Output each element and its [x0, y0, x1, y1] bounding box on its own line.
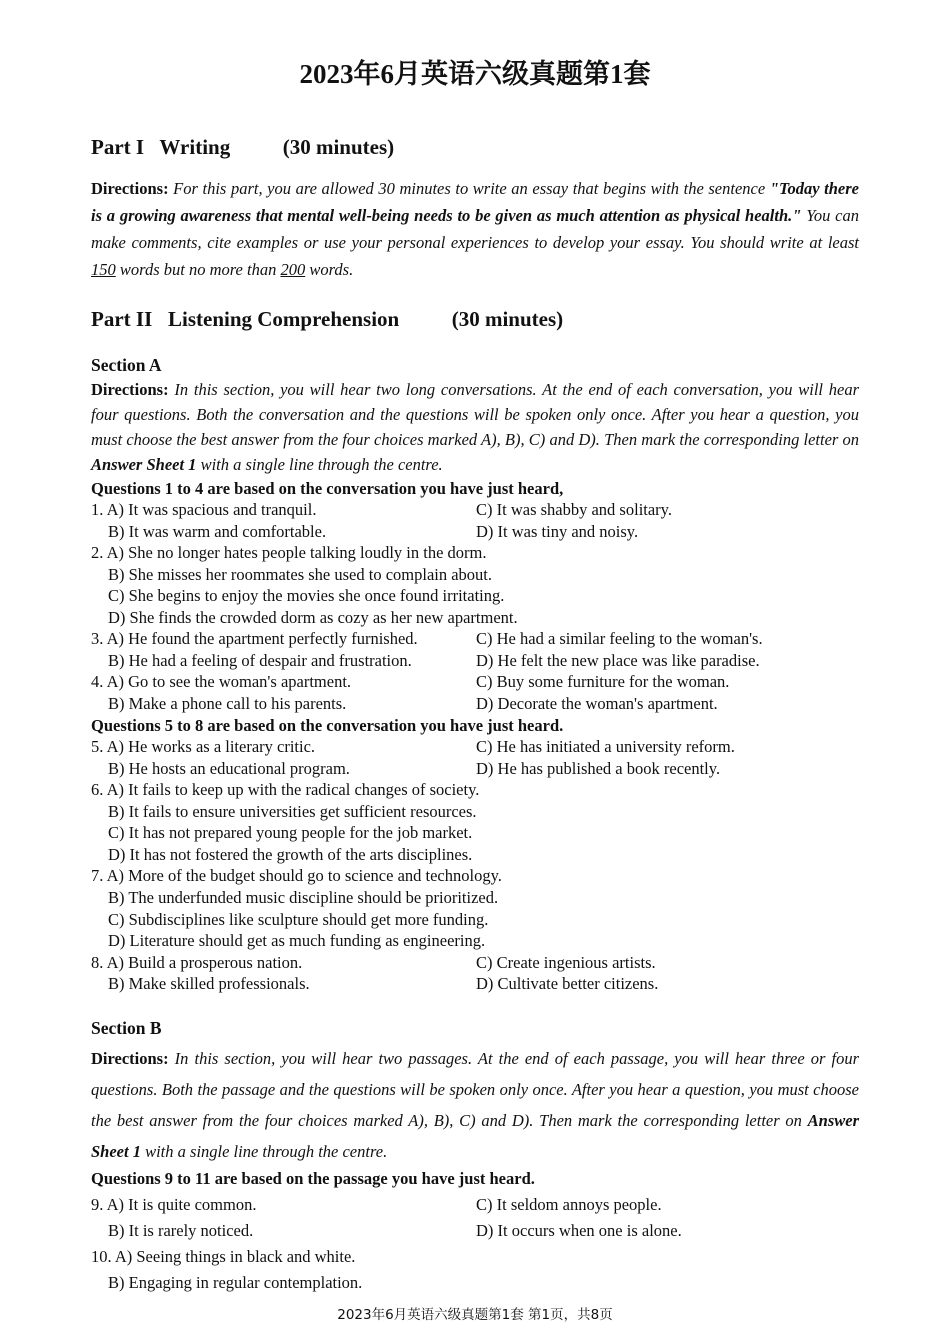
sectionA-heading: Section A	[91, 355, 162, 375]
sectionA-group2-heading: Questions 5 to 8 are based on the conversation you have just heard.	[91, 716, 564, 735]
sectionA-dir-text2: with a single line through the centre.	[196, 455, 443, 474]
q1-option-b: B) It was warm and comfortable.	[108, 522, 327, 541]
q8-option-d: D) Cultivate better citizens.	[476, 974, 659, 993]
sectionA-answer-sheet: Answer Sheet 1	[91, 455, 197, 474]
q1-option-d: D) It was tiny and noisy.	[476, 522, 639, 541]
q1-option-a: 1. A) It was spacious and tranquil.	[91, 500, 317, 519]
sectionB-directions	[91, 1043, 859, 1167]
q6-option-a: 6. A) It fails to keep up with the radical changes of society.	[91, 780, 480, 799]
part1-dir-text3: words but no more than	[115, 260, 281, 279]
part1-heading: Part I Writing (30 minutes)	[91, 135, 395, 159]
q4-option-d: D) Decorate the woman's apartment.	[476, 694, 718, 713]
q9-option-d: D) It occurs when one is alone.	[476, 1221, 682, 1240]
q10-option-b: B) Engaging in regular contemplation.	[108, 1273, 363, 1292]
q5-option-b: B) He hosts an educational program.	[108, 759, 350, 778]
q7-option-c: C) Subdisciplines like sculpture should get more funding.	[108, 910, 489, 929]
q4-option-b: B) Make a phone call to his parents.	[108, 694, 347, 713]
sectionA-group1-heading: Questions 1 to 4 are based on the conversation you have just heard,	[91, 479, 564, 498]
page-footer: 2023年6月英语六级真题第1套 第1页，共8页	[337, 1307, 613, 1323]
q7-option-a: 7. A) More of the budget should go to science and technology.	[91, 866, 502, 885]
sectionB-group1-heading: Questions 9 to 11 are based on the passage you have just heard.	[91, 1169, 535, 1188]
page-title: 2023年6月英语六级真题第1套	[299, 59, 651, 89]
q3-option-a: 3. A) He found the apartment perfectly furnished.	[91, 629, 418, 648]
q6-option-d: D) It has not fostered the growth of the arts disciplines.	[108, 845, 473, 864]
q2-option-a: 2. A) She no longer hates people talking loudly in the dorm.	[91, 543, 487, 562]
sectionB-heading: Section B	[91, 1018, 162, 1038]
q3-option-b: B) He had a feeling of despair and frustration.	[108, 651, 412, 670]
q2-option-c: C) She begins to enjoy the movies she once found irritating.	[108, 586, 505, 605]
part1-dir-quote: "Today there is a growing awareness that mental well-being needs to be given as much attention as physical health."	[91, 179, 859, 225]
part1-dir-text1: For this part, you are allowed 30 minutes to write an essay that begins with the sentence	[168, 179, 770, 198]
sectionA-dir-text1: In this section, you will hear two long conversations. At the end of each conversation, you will hear four questions. Both the conversation and the questions will be spoken only once. After you hear a question, you must choose the best answer from the four choices marked A), B), C) and D). Then mark the corresponding letter on	[91, 380, 859, 449]
q3-option-d: D) He felt the new place was like paradise.	[476, 651, 760, 670]
q6-option-c: C) It has not prepared young people for the job market.	[108, 823, 473, 842]
part2-heading: Part II Listening Comprehension (30 minutes)	[91, 307, 564, 331]
q9-option-a: 9. A) It is quite common.	[91, 1195, 257, 1214]
q2-option-b: B) She misses her roommates she used to complain about.	[108, 565, 493, 584]
q8-option-b: B) Make skilled professionals.	[108, 974, 310, 993]
q8-option-c: C) Create ingenious artists.	[476, 953, 656, 972]
q2-option-d: D) She finds the crowded dorm as cozy as her new apartment.	[108, 608, 518, 627]
sectionA-dir-label: Directions:	[91, 380, 169, 399]
sectionB-dir-text2: with a single line through the centre.	[140, 1142, 388, 1161]
sectionB-answer-sheet: Answer Sheet 1	[91, 1111, 859, 1161]
part1-dir-label: Directions:	[91, 179, 169, 198]
sectionA-directions	[91, 377, 859, 477]
sectionB-dir-text1: In this section, you will hear two passages. At the end of each passage, you will hear three or four questions. Both the passage and the questions will be spoken only once. After you hear a question, you must choose the best answer from the four choices marked A), B), C) and D). Then mark the corresponding letter on	[91, 1049, 859, 1130]
q1-option-c: C) It was shabby and solitary.	[476, 500, 672, 519]
q10-option-a: 10. A) Seeing things in black and white.	[91, 1247, 356, 1266]
q4-option-a: 4. A) Go to see the woman's apartment.	[91, 672, 352, 691]
part1-dir-text4: words.	[305, 260, 354, 279]
q9-option-b: B) It is rarely noticed.	[108, 1221, 254, 1240]
q7-option-b: B) The underfunded music discipline should be prioritized.	[108, 888, 499, 907]
q5-option-c: C) He has initiated a university reform.	[476, 737, 735, 756]
part1-max-words: 200	[280, 260, 306, 279]
q6-option-b: B) It fails to ensure universities get sufficient resources.	[108, 802, 477, 821]
q8-option-a: 8. A) Build a prosperous nation.	[91, 953, 303, 972]
q5-option-d: D) He has published a book recently.	[476, 759, 721, 778]
part1-dir-text2: You can make comments, cite examples or use your personal experiences to develop your essay. You should write at least	[91, 206, 859, 252]
q7-option-d: D) Literature should get as much funding as engineering.	[108, 931, 486, 950]
sectionB-dir-label: Directions:	[91, 1049, 169, 1068]
part1-min-words: 150	[91, 260, 116, 279]
q5-option-a: 5. A) He works as a literary critic.	[91, 737, 316, 756]
q4-option-c: C) Buy some furniture for the woman.	[476, 672, 730, 691]
q3-option-c: C) He had a similar feeling to the woman's.	[476, 629, 763, 648]
part1-directions	[91, 175, 859, 283]
q9-option-c: C) It seldom annoys people.	[476, 1195, 662, 1214]
